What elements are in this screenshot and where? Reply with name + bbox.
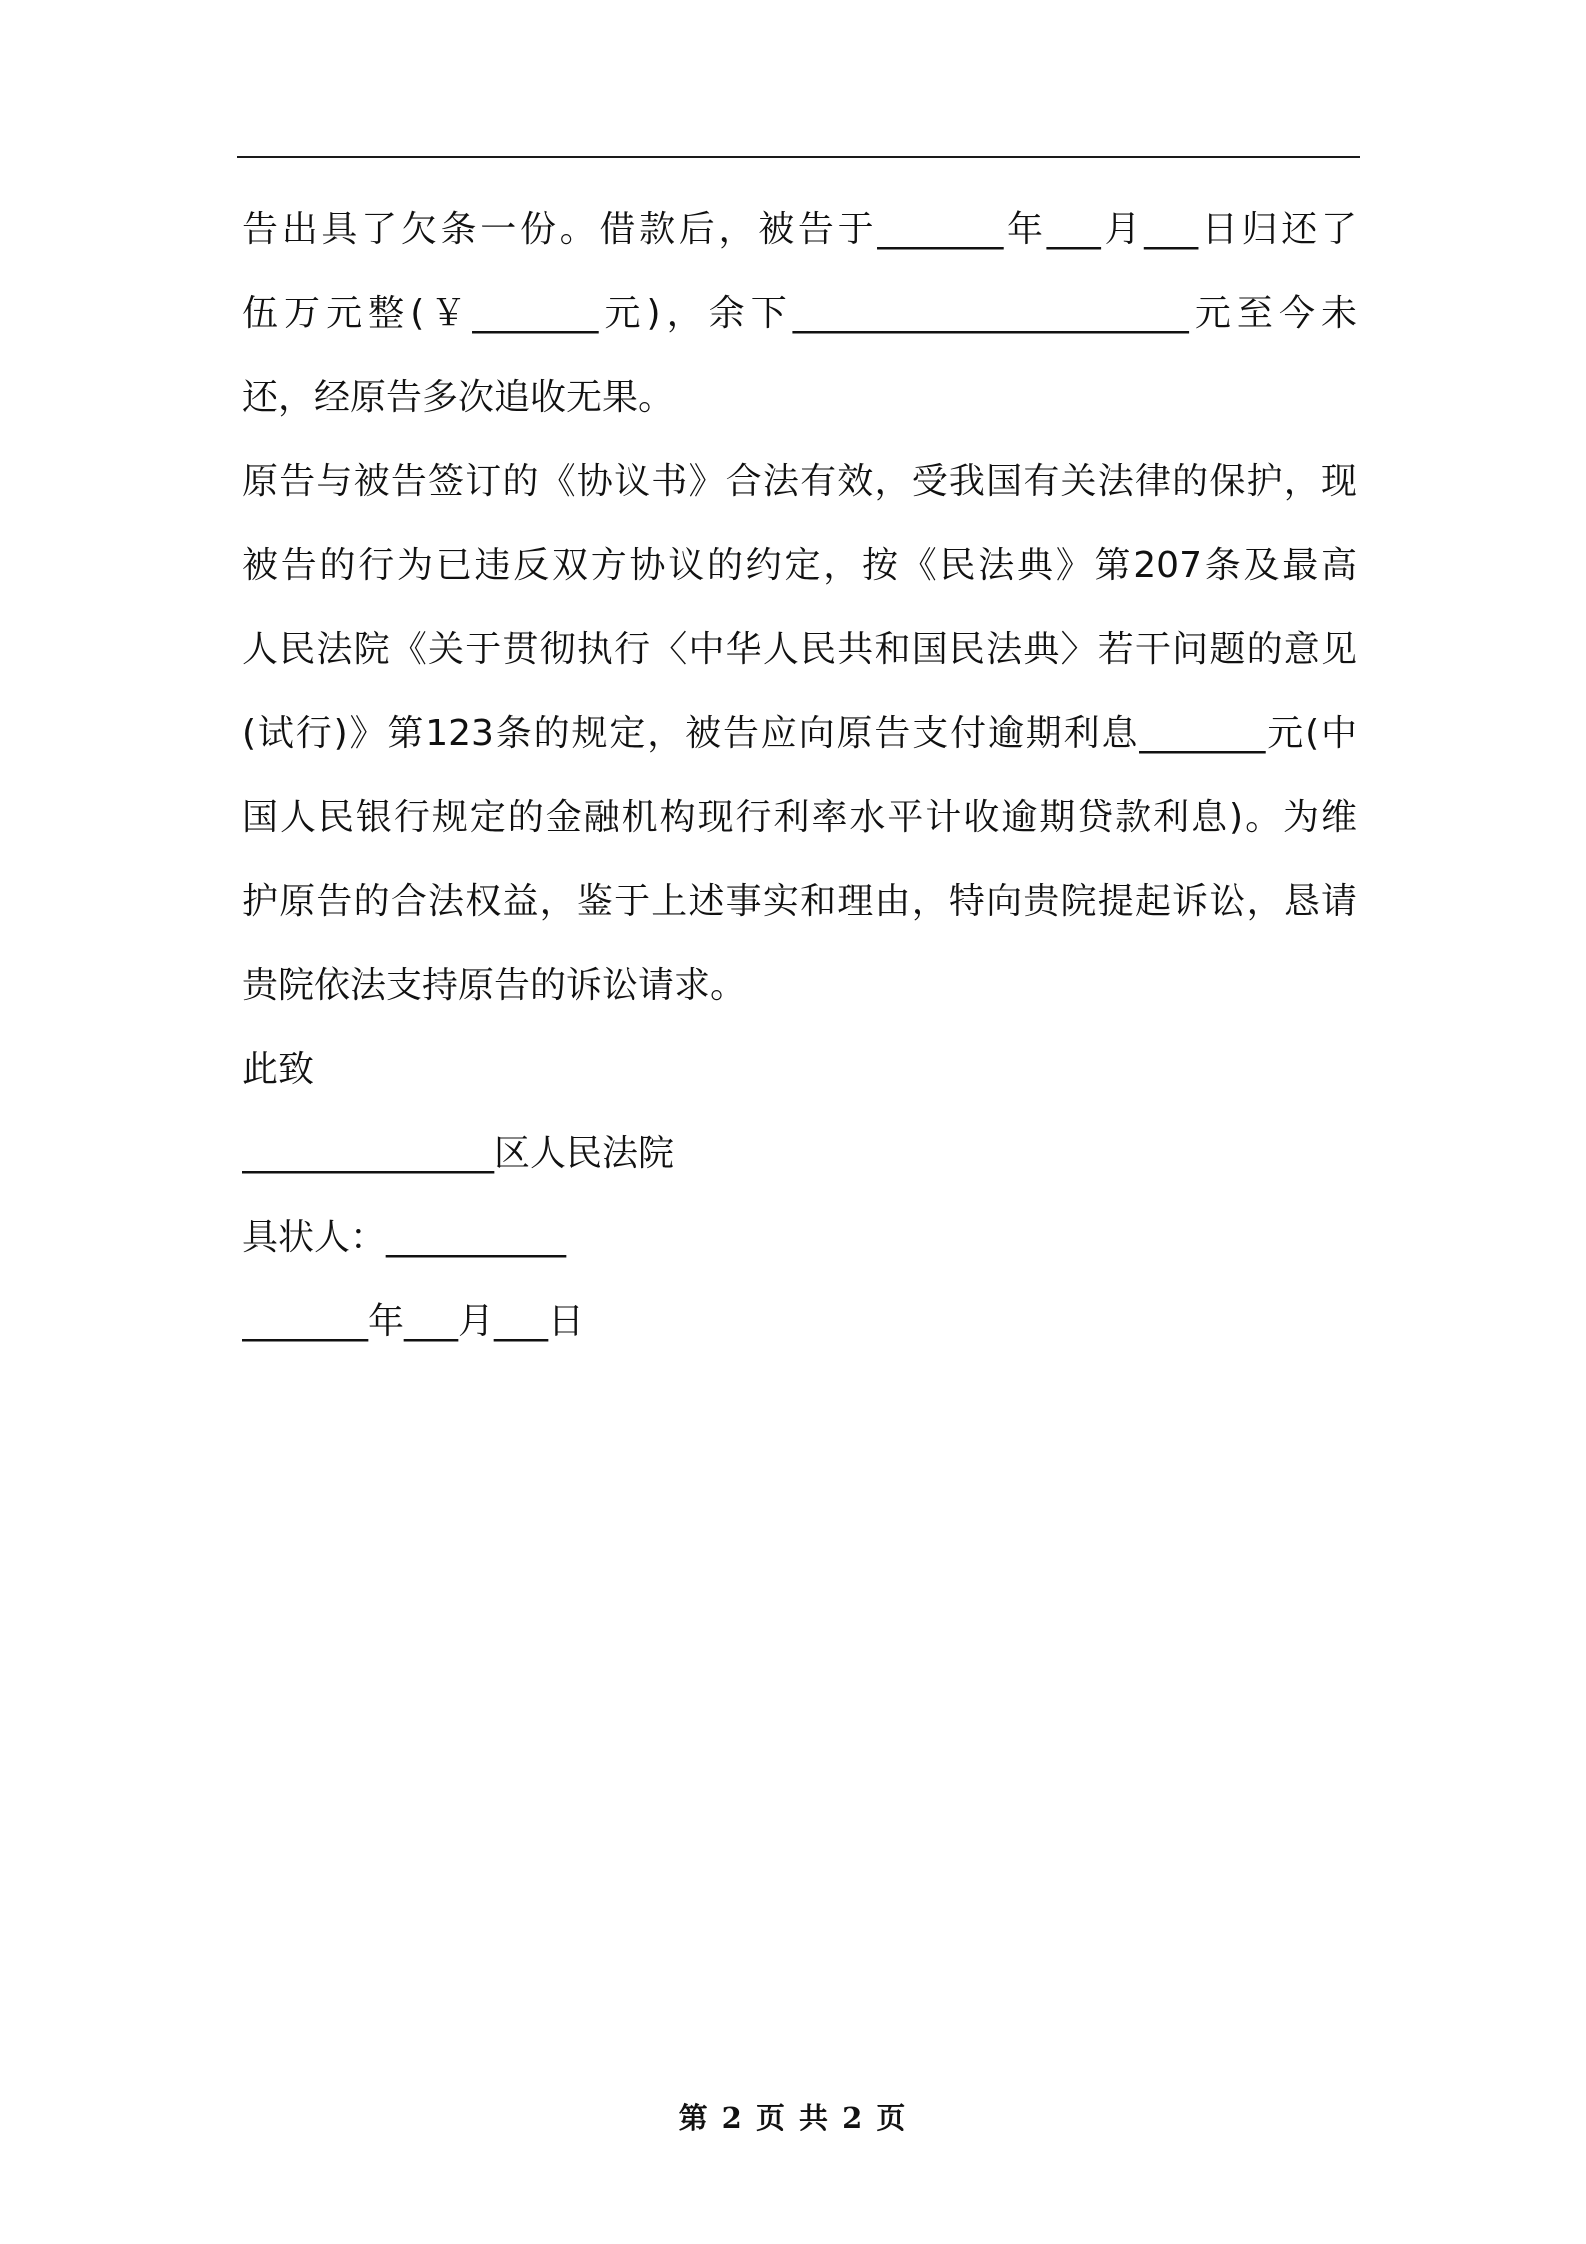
body-line-8: 国人民银行规定的金融机构现行利率水平计收逾期贷款利息)。为维 — [242, 797, 1357, 838]
plaintiff-signature: 具状人：__________ — [242, 1217, 567, 1258]
body-line-7: (试行)》第123条的规定，被告应向原告支付逾期利息_______元(中 — [242, 713, 1357, 754]
page-number: 第 2 页 共 2 页 — [678, 2101, 908, 2135]
salutation: 此致 — [242, 1049, 315, 1090]
body-line-1: 告出具了欠条一份。借款后，被告于_______年___月___日归还了 — [242, 209, 1357, 250]
body-line-5: 被告的行为已违反双方协议的约定，按《民法典》第207条及最高 — [242, 545, 1357, 586]
body-line-9: 护原告的合法权益，鉴于上述事实和理由，特向贵院提起诉讼，恳请 — [242, 881, 1357, 922]
body-line-2: 伍万元整(￥_______元)，余下______________________元至今未 — [242, 293, 1357, 334]
body-line-3: 还，经原告多次追收无果。 — [242, 377, 675, 418]
signature-date: _______年___月___日 — [242, 1301, 584, 1342]
body-line-4: 原告与被告签订的《协议书》合法有效，受我国有关法律的保护，现 — [242, 461, 1357, 502]
body-line-6: 人民法院《关于贯彻执行〈中华人民共和国民法典〉若干问题的意见 — [242, 629, 1357, 670]
body-line-10: 贵院依法支持原告的诉讼请求。 — [242, 965, 747, 1006]
court-name: ______________区人民法院 — [242, 1133, 675, 1174]
document-body — [242, 188, 1357, 1364]
header-divider — [237, 156, 1360, 158]
